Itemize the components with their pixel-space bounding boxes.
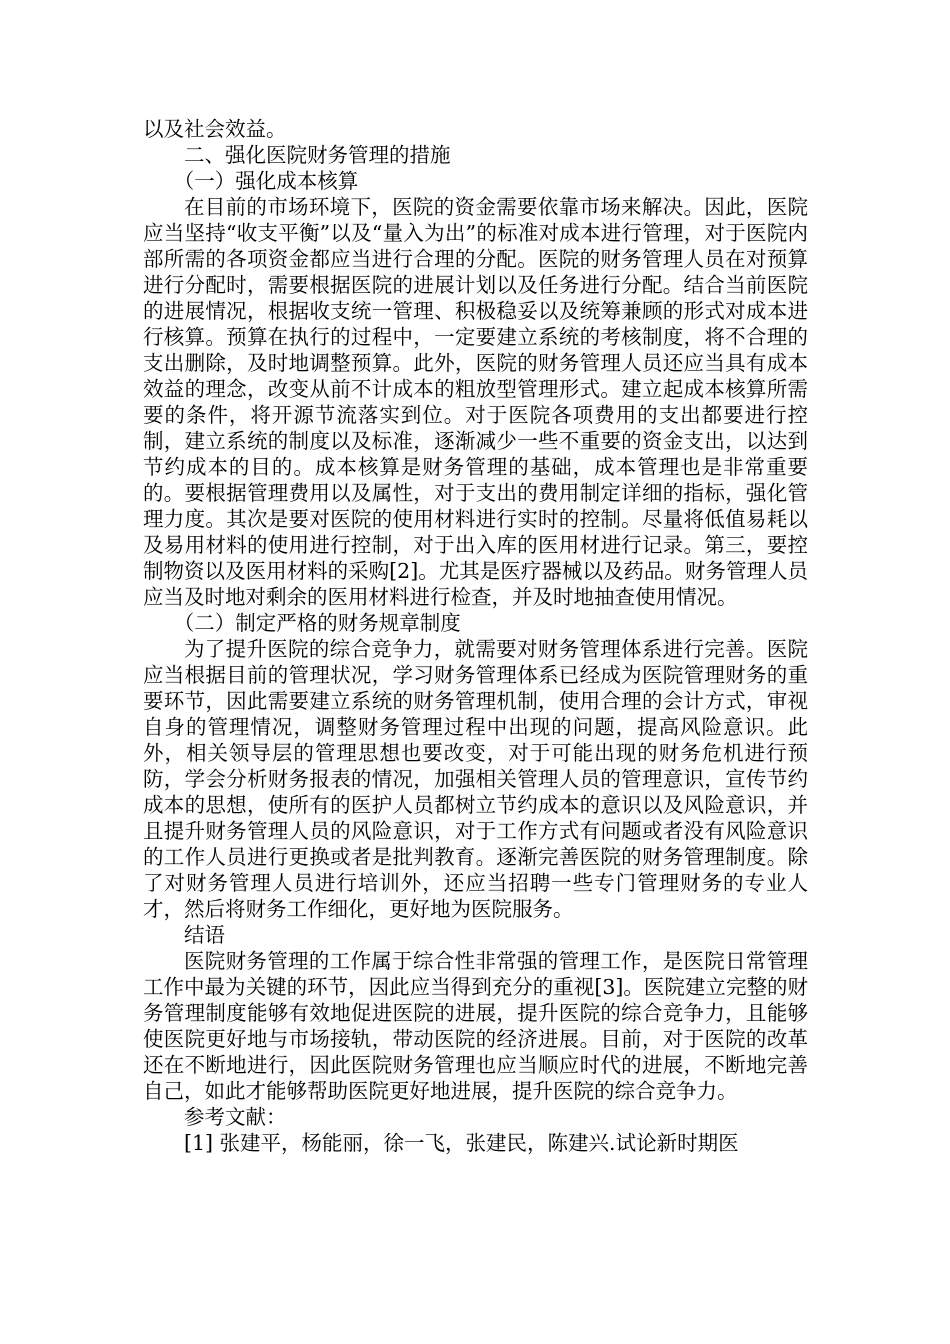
body-paragraph: 在目前的市场环境下，医院的资金需要依靠市场来解决。因此，医院应当坚持“收支平衡”以及“量入为出”的标准对成本进行管理，对于医院内部所需的各项资金都应当进行合理的分配。医院的财务管理人员在对预算进行分配时，需要根据医院的进展计划以及任务进行分配。结合当前医院的进展情况，根据收支统一管理、积极稳妥以及统筹兼顾的形式对成本进行核算。预算在执行的过程中，一定要建立系统的考核制度，将不合理的支出删除，及时地调整预算。此外，医院的财务管理人员还应当具有成本效益的理念，改变从前不计成本的粗放型管理形式。建立起成本核算所需要的条件，将开源节流落实到位。对于医院各项费用的支出都要进行控制，建立系统的制度以及标准，逐渐减少一些不重要的资金支出，以达到节约成本的目的。成本核算是财务管理的基础，成本管理也是非常重要的。要根据管理费用以及属性，对于支出的费用制定详细的指标，强化管理力度。其次是要对医院的使用材料进行实时的控制。尽量将低值易耗以及易用材料的使用进行控制，对于出入库的医用材进行记录。第三，要控制物资以及医用材料的采购[2]。尤其是医疗器械以及药品。财务管理人员应当及时地对剩余的医用材料进行检查，并及时地抽查使用情况。 (143, 195, 808, 609)
subsection-heading: （一）强化成本核算 (173, 169, 359, 193)
references-heading: 参考文献： (184, 1105, 287, 1129)
subsection-heading: （二）制定严格的财务规章制度 (173, 611, 461, 635)
section-heading: 二、强化医院财务管理的措施 (184, 143, 451, 167)
conclusion-heading: 结语 (184, 923, 225, 947)
continuation-text: 以及社会效益。 (143, 117, 287, 141)
reference-item: [1] 张建平，杨能丽，徐一飞，张建民，陈建兴.试论新时期医 (184, 1131, 739, 1155)
document-body (143, 116, 808, 1156)
body-paragraph: 医院财务管理的工作属于综合性非常强的管理工作，是医院日常管理工作中最为关键的环节，因此应当得到充分的重视[3]。医院建立完整的财务管理制度能够有效地促进医院的进展，提升医院的综合竞争力，且能够使医院更好地与市场接轨，带动医院的经济进展。目前，对于医院的改革还在不断地进行，因此医院财务管理也应当顺应时代的进展，不断地完善自己，如此才能够帮助医院更好地进展，提升医院的综合竞争力。 (143, 949, 808, 1103)
body-paragraph: 为了提升医院的综合竞争力，就需要对财务管理体系进行完善。医院应当根据目前的管理状况，学习财务管理体系已经成为医院管理财务的重要环节，因此需要建立系统的财务管理机制，使用合理的会计方式，审视自身的管理情况，调整财务管理过程中出现的问题，提高风险意识。此外，相关领导层的管理思想也要改变，对于可能出现的财务危机进行预防，学会分析财务报表的情况，加强相关管理人员的管理意识，宣传节约成本的思想，使所有的医护人员都树立节约成本的意识以及风险意识，并且提升财务管理人员的风险意识，对于工作方式有问题或者没有风险意识的工作人员进行更换或者是批判教育。逐渐完善医院的财务管理制度。除了对财务管理人员进行培训外，还应当招聘一些专门管理财务的专业人才，然后将财务工作细化，更好地为医院服务。 (143, 637, 808, 921)
